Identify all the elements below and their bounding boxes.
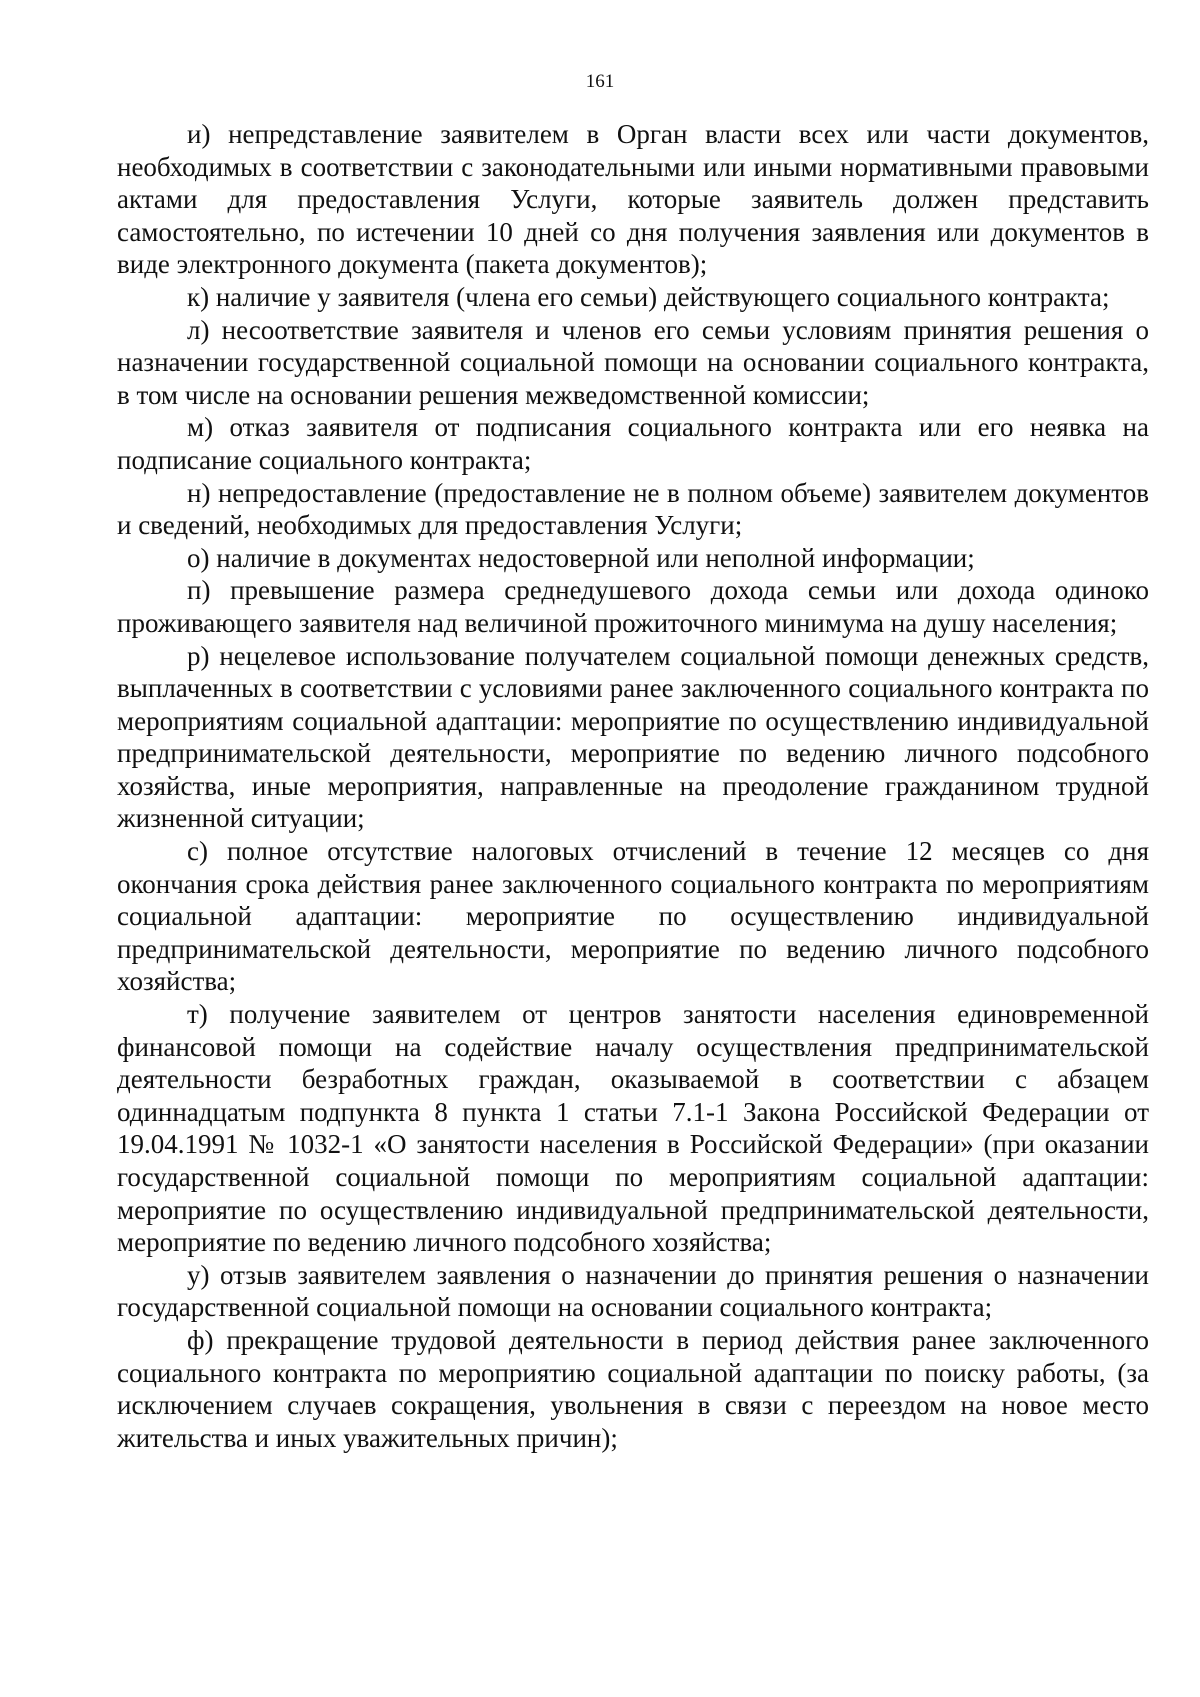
paragraph-k: к) наличие у заявителя (члена его семьи) действующего социального контракта;: [187, 281, 1110, 312]
paragraph-o: о) наличие в документах недостоверной или неполной информации;: [187, 542, 975, 573]
page-number: 161: [585, 71, 615, 92]
paragraph-r: р) нецелевое использование получателем социальной помощи денежных средств, выплаченных в соответствии с условиями ранее заключенного социального контракта по мероприятиям социальной адаптации: мероприятие по осуществлению индивидуальной предпринимательской деятельности, мероприятие по ведению личного подсобного хозяйства, иные мероприятия, направленные на преодоление гражданином трудной жизненной ситуации;: [117, 640, 1149, 834]
paragraph-i: и) непредставление заявителем в Орган власти всех или части документов, необходимых в соответствии с законодательными или иными нормативными правовыми актами для предоставления Услуги, которые заявитель должен представить самостоятельно, по истечении 10 дней со дня получения заявления или документов в виде электронного документа (пакета документов);: [117, 119, 1149, 280]
paragraph-m: м) отказ заявителя от подписания социального контракта или его неявка на подписание социального контракта;: [117, 412, 1149, 475]
paragraph-t: т) получение заявителем от центров занятости населения единовременной финансовой помощи на содействие началу осуществления предпринимательской деятельности безработных граждан, оказываемой в соответствии с абзацем одиннадцатым подпункта 8 пункта 1 статьи 7.1-1 Закона Российской Федерации от 19.04.1991 № 1032-1 «О занятости населения в Российской Федерации» (при оказании государственной социальной помощи по мероприятиям социальной адаптации: мероприятие по осуществлению индивидуальной предпринимательской деятельности, мероприятие по ведению личного подсобного хозяйства;: [117, 999, 1149, 1258]
paragraph-s: с) полное отсутствие налоговых отчислений в течение 12 месяцев со дня окончания срока действия ранее заключенного социального контракта по мероприятиям социальной адаптации: мероприятие по осуществлению индивидуальной предпринимательской деятельности, мероприятие по ведению личного подсобного хозяйства;: [117, 836, 1149, 997]
paragraph-l: л) несоответствие заявителя и членов его семьи условиям принятия решения о назначении государственной социальной помощи на основании социального контракта, в том числе на основании решения межведомственной комиссии;: [117, 314, 1149, 410]
paragraph-u: у) отзыв заявителем заявления о назначении до принятия решения о назначении государственной социальной помощи на основании социального контракта;: [117, 1259, 1149, 1323]
paragraph-n: н) непредоставление (предоставление не в полном объеме) заявителем документов и сведений, необходимых для предоставления Услуги;: [117, 477, 1149, 541]
document-body: [117, 118, 1149, 1454]
paragraph-p: п) превышение размера среднедушевого дохода семьи или дохода одиноко проживающего заявителя над величиной прожиточного минимума на душу населения;: [117, 575, 1149, 638]
paragraph-f: ф) прекращение трудовой деятельности в период действия ранее заключенного социального контракта по мероприятию социальной адаптации по поиску работы, (за исключением случаев сокращения, увольнения в связи с переездом на новое место жительства и иных уважительных причин);: [117, 1324, 1149, 1453]
